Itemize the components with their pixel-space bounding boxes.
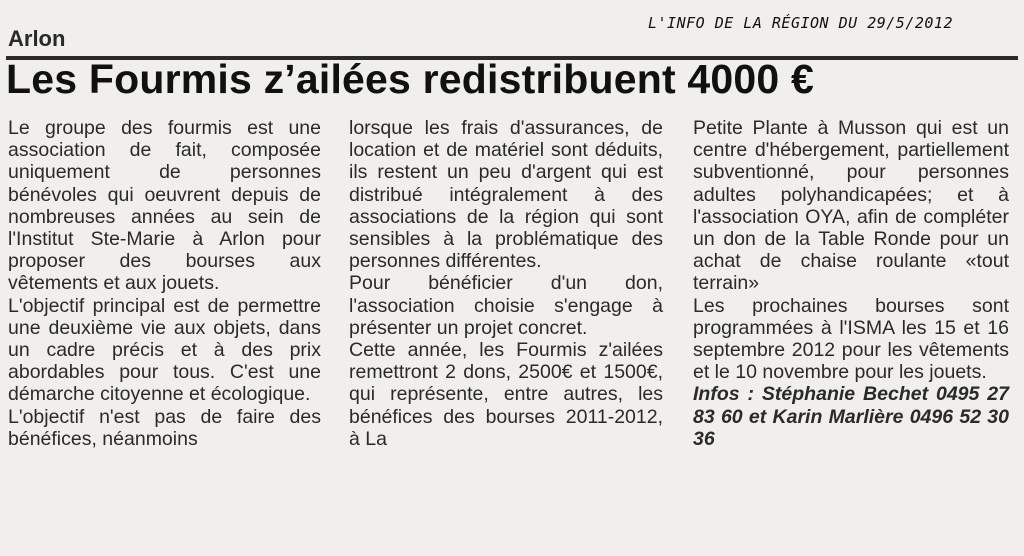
paragraph: Le groupe des fourmis est une association de fait, composée uniquement de personnes bénévoles qui oeuvrent depuis de nombreuses années au sein de l'Institut Ste-Marie à Arlon pour proposer des bourses aux vêtements et aux jouets.	[8, 117, 321, 295]
section-label: Arlon	[8, 26, 66, 51]
paragraph: L'objectif n'est pas de faire des bénéfices, néanmoins	[8, 405, 321, 450]
paragraph: lorsque les frais d'assurances, de location et de matériel sont déduits, ils restent un peu d'argent qui est distribué intégralement à des associations de la région qui sont sensibles à la problématique des personnes différentes.	[349, 117, 663, 273]
paragraph: Pour bénéficier d'un don, l'association choisie s'engage à présenter un projet concret.	[349, 272, 663, 339]
article-column-1	[8, 117, 321, 450]
article-column-2	[349, 117, 663, 450]
article-headline: Les Fourmis z’ailées redistribuent 4000 €	[6, 56, 815, 102]
contact-info: Infos : Stéphanie Bechet 0495 27 83 60 et Karin Marlière 0496 52 30 36	[693, 383, 1009, 450]
publication-source: L'INFO DE LA RÉGION DU 29/5/2012	[648, 14, 953, 32]
paragraph: Les prochaines bourses sont programmées à l'ISMA les 15 et 16 septembre 2012 pour les vêtements et le 10 novembre pour les jouets.	[693, 294, 1009, 384]
paragraph: Petite Plante à Musson qui est un centre d'hébergement, partiellement subventionné, pour personnes adultes polyhandicapées; et à l'association OYA, afin de compléter un don de la Table Ronde pour un achat de chaise roulante «tout terrain»	[693, 117, 1009, 295]
paragraph: Cette année, les Fourmis z'ailées remettront 2 dons, 2500€ et 1500€, qui représente, entre autres, les bénéfices des bourses 2011-2012, à La	[349, 339, 663, 450]
article-column-3	[693, 117, 1009, 450]
paragraph: L'objectif principal est de permettre une deuxième vie aux objets, dans un cadre précis et à des prix abordables pour tous. C'est une démarche citoyenne et écologique.	[8, 294, 321, 406]
